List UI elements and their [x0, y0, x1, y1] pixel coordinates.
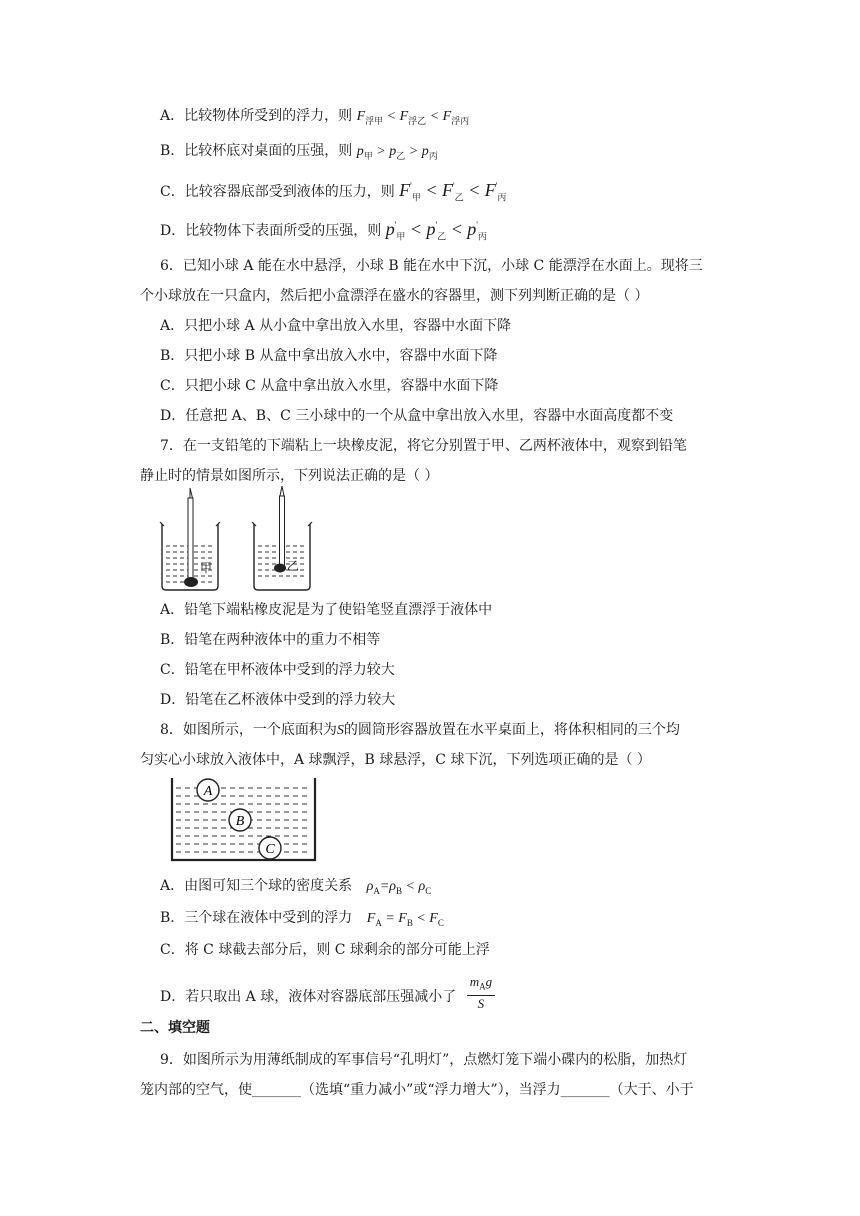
svg-text:A: A — [203, 784, 213, 799]
q6-stem-line2: 个小球放在一只盒内，然后把小盒漂浮在盛水的容器里，测下列判断正确的是（ ） — [140, 288, 649, 304]
ball-c — [259, 837, 281, 859]
q8-stem-line2: 匀实心小球放入液体中，A 球飘浮，B 球悬浮，C 球下沉，下列选项正确的是（ ） — [140, 752, 651, 768]
label-jia: 甲 — [200, 561, 213, 575]
q7-option-a: A．铅笔下端粘橡皮泥是为了使铅笔竖直漂浮于液体中 — [160, 602, 493, 618]
formula: $F_A = F_B < F_C$ — [366, 911, 444, 928]
q5-option-b: B．比较杯底对桌面的压强，则 $p_甲 > p_乙 > p_丙$ — [160, 143, 438, 161]
section-heading: 二、填空题 — [140, 1020, 210, 1036]
q7-option-b: B．铅笔在两种液体中的重力不相等 — [160, 632, 381, 648]
ball-a — [197, 779, 219, 801]
q7-stem-line2: 静止时的情景如图所示，下列说法正确的是（ ） — [140, 468, 439, 484]
q6-option-a: A．只把小球 A 从小盒中拿出放入水里，容器中水面下降 — [160, 318, 512, 334]
q9-stem-line2: 笼内部的空气，使_______（选填“重力减小”或“浮力增大”），当浮力_______（大于、小于 — [140, 1082, 694, 1098]
q6-option-b: B．只把小球 B 从盒中拿出放入水中，容器中水面下降 — [160, 348, 498, 364]
q7-option-d: D．铅笔在乙杯液体中受到的浮力较大 — [160, 692, 396, 708]
q8-figure — [170, 776, 318, 864]
q5-option-c: C．比较容器底部受到液体的压力，则 $F'_甲 < F'_乙 < F'_丙$ — [160, 180, 507, 203]
q8-stem-line1: 8．如图所示，一个底面积为S的圆筒形容器放置在水平桌面上，将体积相同的三个均 — [160, 722, 680, 738]
svg-text:C: C — [265, 842, 275, 857]
q8-option-d: D．若只取出 A 球，液体对容器底部压强减小了 $\frac{m_Ag}{S}$ — [160, 978, 495, 1016]
beaker-yi — [252, 486, 312, 590]
q5-option-d: D．比较物体下表面所受的压强，则 $p'_甲 < p'_乙 < p'_丙$ — [160, 219, 487, 242]
q8-option-b: B．三个球在液体中受到的浮力 $F_A = F_B < F_C$ — [160, 910, 444, 928]
formula: $F_{浮甲} < F_{浮乙} < F_{浮丙}$ — [356, 109, 470, 126]
svg-text:B: B — [235, 814, 245, 829]
fraction: $\frac{m_Ag}{S}$ — [467, 974, 495, 1012]
q6-option-d: D．任意把 A、B、C 三小球中的一个从盒中拿出放入水里，容器中水面高度都不变 — [160, 408, 674, 424]
ball-b — [229, 809, 251, 831]
q7-figure — [158, 486, 318, 592]
q8-option-a: A．由图可知三个球的密度关系 $\rho_A=\rho_B < \rho_C$ — [160, 878, 432, 896]
q7-option-c: C．铅笔在甲杯液体中受到的浮力较大 — [160, 662, 395, 678]
q6-stem-line1: 6．已知小球 A 能在水中悬浮，小球 B 能在水中下沉，小球 C 能漂浮在水面上。现将三 — [160, 258, 703, 274]
formula: $p'_甲 < p'_乙 < p'_丙$ — [385, 219, 487, 242]
q7-stem-line1: 7．在一支铅笔的下端粘上一块橡皮泥，将它分别置于甲、乙两杯液体中，观察到铅笔 — [160, 438, 687, 454]
label-yi: 乙 — [287, 559, 300, 573]
q5-option-a: A．比较物体所受到的浮力，则 $F_{浮甲} < F_{浮乙} < F_{浮丙}$ — [160, 108, 470, 126]
formula: $F'_甲 < F'_乙 < F'_丙$ — [399, 180, 507, 203]
beaker-jia — [160, 488, 220, 590]
q8-option-c: C．将 C 球截去部分后，则 C 球剩余的部分可能上浮 — [160, 942, 490, 958]
q6-option-c: C．只把小球 C 从盒中拿出放入水里，容器中水面下降 — [160, 378, 499, 394]
formula: $\rho_A=\rho_B < \rho_C$ — [366, 879, 432, 896]
q9-stem-line1: 9．如图所示为用薄纸制成的军事信号“孔明灯”，点燃灯笼下端小碟内的松脂，加热灯 — [160, 1052, 688, 1068]
formula: $p_甲 > p_乙 > p_丙$ — [356, 144, 438, 161]
